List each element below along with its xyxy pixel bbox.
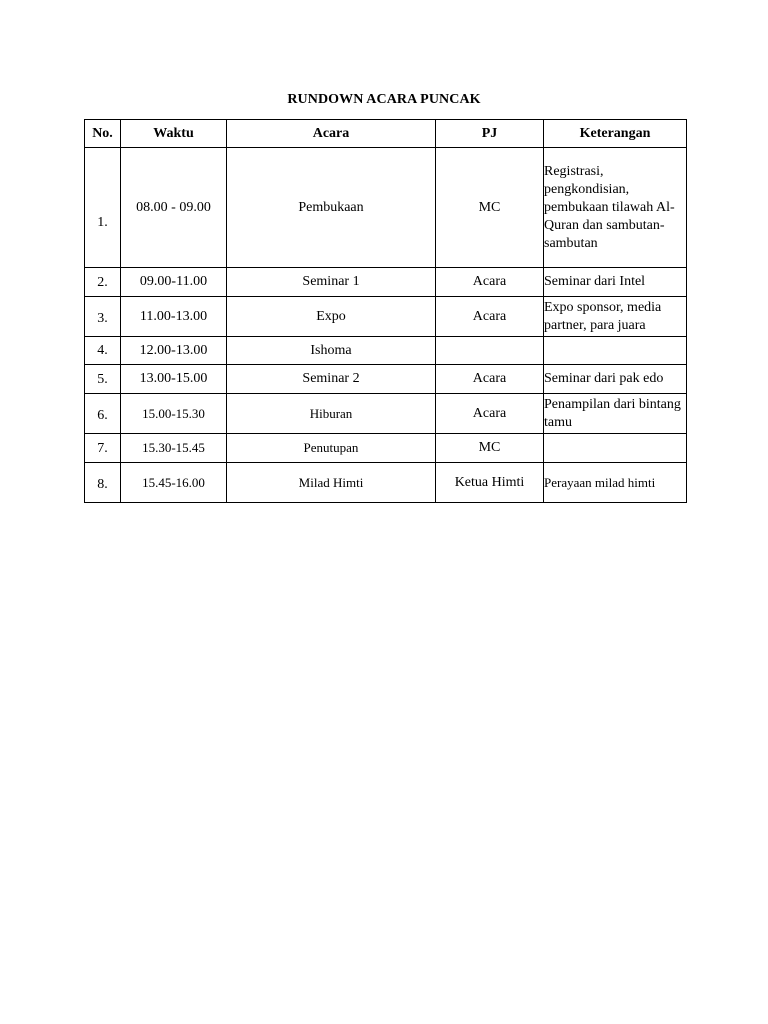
cell-keterangan	[544, 434, 687, 463]
header-pj: PJ	[436, 120, 544, 148]
cell-pj: Ketua Himti	[436, 463, 544, 503]
cell-waktu: 15.00-15.30	[121, 394, 227, 434]
table-row	[85, 394, 687, 434]
cell-no: 7.	[85, 434, 121, 463]
table-header-row	[85, 120, 687, 148]
cell-acara: Seminar 2	[227, 365, 436, 394]
cell-acara: Milad Himti	[227, 463, 436, 503]
header-keterangan: Keterangan	[544, 120, 687, 148]
cell-keterangan: Perayaan milad himti	[544, 463, 687, 503]
cell-no: 2.	[85, 268, 121, 297]
cell-waktu: 08.00 - 09.00	[121, 148, 227, 268]
document-title: RUNDOWN ACARA PUNCAK	[287, 92, 481, 107]
header-acara: Acara	[227, 120, 436, 148]
cell-pj: Acara	[436, 394, 544, 434]
cell-pj: MC	[436, 434, 544, 463]
cell-pj: Acara	[436, 268, 544, 297]
cell-no: 3.	[85, 297, 121, 337]
cell-keterangan: Penampilan dari bintang tamu	[544, 394, 687, 434]
cell-acara: Seminar 1	[227, 268, 436, 297]
cell-keterangan: Registrasi, pengkondisian, pembukaan tilawah Al-Quran dan sambutan- sambutan	[544, 148, 687, 268]
rundown-table	[84, 119, 687, 503]
cell-keterangan: Seminar dari pak edo	[544, 365, 687, 394]
table-row	[85, 297, 687, 337]
cell-waktu: 11.00-13.00	[121, 297, 227, 337]
cell-no: 4.	[85, 337, 121, 365]
cell-keterangan	[544, 337, 687, 365]
cell-no: 6.	[85, 394, 121, 434]
cell-keterangan: Seminar dari Intel	[544, 268, 687, 297]
cell-pj	[436, 337, 544, 365]
table-row	[85, 337, 687, 365]
cell-acara: Hiburan	[227, 394, 436, 434]
cell-waktu: 15.45-16.00	[121, 463, 227, 503]
table-row	[85, 434, 687, 463]
cell-pj: Acara	[436, 365, 544, 394]
cell-waktu: 13.00-15.00	[121, 365, 227, 394]
cell-acara: Expo	[227, 297, 436, 337]
cell-waktu: 15.30-15.45	[121, 434, 227, 463]
header-waktu: Waktu	[121, 120, 227, 148]
cell-no: 8.	[85, 463, 121, 503]
table-row	[85, 365, 687, 394]
cell-waktu: 12.00-13.00	[121, 337, 227, 365]
cell-no: 1.	[85, 148, 121, 268]
table-row	[85, 148, 687, 268]
cell-acara: Pembukaan	[227, 148, 436, 268]
header-no: No.	[85, 120, 121, 148]
table-row	[85, 463, 687, 503]
cell-keterangan: Expo sponsor, media partner, para juara	[544, 297, 687, 337]
cell-no: 5.	[85, 365, 121, 394]
cell-pj: MC	[436, 148, 544, 268]
table-row	[85, 268, 687, 297]
cell-acara: Ishoma	[227, 337, 436, 365]
cell-waktu: 09.00-11.00	[121, 268, 227, 297]
cell-acara: Penutupan	[227, 434, 436, 463]
cell-pj: Acara	[436, 297, 544, 337]
